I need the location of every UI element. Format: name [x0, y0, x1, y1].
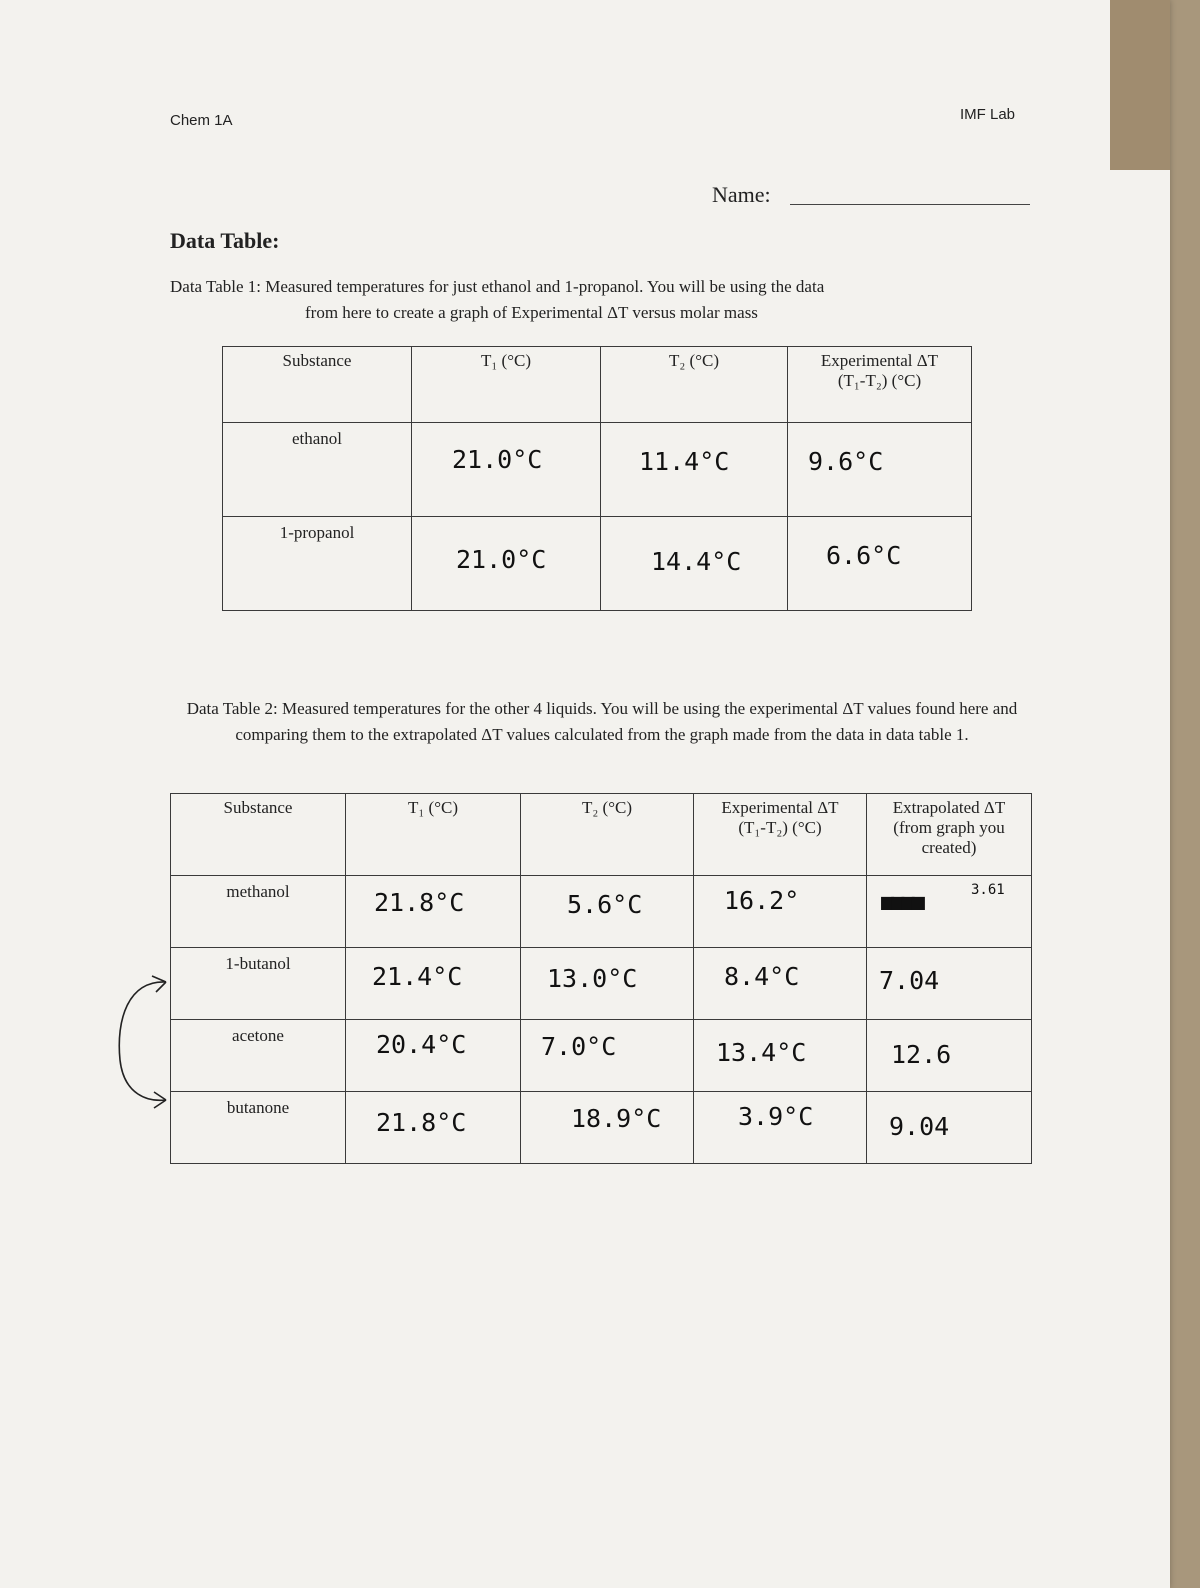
- table1-caption: [170, 274, 1040, 326]
- header-experimental-dt-line1: Experimental ΔT: [721, 798, 839, 817]
- dt-cell: [694, 1020, 867, 1092]
- t2-cell: [601, 517, 788, 611]
- t1-value: 21.4°C: [372, 962, 463, 991]
- data-table-2: [170, 793, 1032, 1164]
- t1-cell: [346, 1092, 521, 1164]
- t1-value: 21.8°C: [376, 1108, 467, 1137]
- ext-cell: [867, 876, 1032, 948]
- ext-value: 9.04: [889, 1112, 950, 1141]
- dt-value: 9.6°C: [808, 447, 884, 476]
- header-substance: Substance: [171, 794, 346, 876]
- ext-cell: [867, 1092, 1032, 1164]
- table-row: [171, 1020, 1032, 1092]
- header-experimental-dt: [788, 347, 972, 423]
- header-extrapolated-dt: [867, 794, 1032, 876]
- dt-cell: [788, 517, 972, 611]
- substance-cell: butanone: [171, 1092, 346, 1164]
- header-t1: T₁ (°C): [412, 347, 601, 423]
- header-extrapolated-dt-line2: (from graph you: [893, 818, 1005, 837]
- table-row: [171, 948, 1032, 1020]
- scribbled-out-value: ■■■■: [881, 890, 922, 915]
- table1-caption-line1: Data Table 1: Measured temperatures for just ethanol and 1-propanol. You will be using the data: [170, 277, 825, 296]
- t1-cell: [346, 948, 521, 1020]
- ext-value: 3.61: [971, 882, 1005, 898]
- substance-cell: 1-butanol: [171, 948, 346, 1020]
- t2-value: 14.4°C: [651, 547, 742, 576]
- dt-cell: [788, 423, 972, 517]
- dt-value: 16.2°: [724, 886, 800, 915]
- table-row: [223, 423, 972, 517]
- dt-value: 8.4°C: [724, 962, 800, 991]
- dt-value: 6.6°C: [826, 541, 902, 570]
- course-label: Chem 1A: [170, 112, 233, 129]
- header-experimental-dt-line2: (T₁-T₂) (°C): [837, 371, 922, 390]
- table-header-row: [171, 794, 1032, 876]
- substance-cell: 1-propanol: [223, 517, 412, 611]
- data-table-1: [222, 346, 972, 611]
- t2-value: 5.6°C: [567, 890, 643, 919]
- header-experimental-dt-line1: Experimental ΔT: [820, 351, 939, 370]
- substance-cell: ethanol: [223, 423, 412, 517]
- t2-value: 7.0°C: [541, 1032, 617, 1061]
- t2-cell: [601, 423, 788, 517]
- table-row: [223, 517, 972, 611]
- torn-corner: [1110, 0, 1170, 170]
- header-t2: T₂ (°C): [601, 347, 788, 423]
- name-label: Name:: [712, 182, 771, 207]
- swap-arrow-icon: [108, 970, 178, 1120]
- t2-value: 18.9°C: [571, 1104, 662, 1133]
- t1-value: 21.0°C: [452, 445, 543, 474]
- header-t2: T₂ (°C): [521, 794, 694, 876]
- t2-cell: [521, 1020, 694, 1092]
- dt-cell: [694, 876, 867, 948]
- name-line: [790, 204, 1030, 205]
- t1-cell: [412, 517, 601, 611]
- dt-cell: [694, 948, 867, 1020]
- t2-cell: [521, 1092, 694, 1164]
- dt-value: 3.9°C: [738, 1102, 814, 1131]
- header-extrapolated-dt-line1: Extrapolated ΔT: [892, 798, 1006, 817]
- t2-value: 11.4°C: [639, 447, 730, 476]
- t1-value: 20.4°C: [376, 1030, 467, 1059]
- ext-cell: [867, 948, 1032, 1020]
- dt-cell: [694, 1092, 867, 1164]
- t1-value: 21.0°C: [456, 545, 547, 574]
- table-row: [171, 1092, 1032, 1164]
- table1-caption-line2: from here to create a graph of Experimental ΔT versus molar mass: [305, 303, 758, 322]
- header-substance: Substance: [223, 347, 412, 423]
- section-title: Data Table:: [170, 228, 280, 253]
- ext-cell: [867, 1020, 1032, 1092]
- header-t1: T₁ (°C): [346, 794, 521, 876]
- t1-value: 21.8°C: [374, 888, 465, 917]
- header-extrapolated-dt-line3: created): [921, 838, 977, 857]
- t1-cell: [346, 1020, 521, 1092]
- ext-value: 7.04: [879, 966, 940, 995]
- dt-value: 13.4°C: [716, 1038, 807, 1067]
- header-experimental-dt: [694, 794, 867, 876]
- table-row: [171, 876, 1032, 948]
- lab-label: IMF Lab: [960, 106, 1016, 123]
- table2-caption: Data Table 2: Measured temperatures for the other 4 liquids. You will be using the experimental ΔT values found here and comparing them to the extrapolated ΔT values calculated from the graph made from the data in data table 1.: [186, 699, 1018, 744]
- table-header-row: [223, 347, 972, 423]
- t2-value: 13.0°C: [547, 964, 638, 993]
- t2-cell: [521, 948, 694, 1020]
- substance-cell: methanol: [171, 876, 346, 948]
- ext-value: 12.6: [891, 1040, 952, 1069]
- t2-cell: [521, 876, 694, 948]
- header-experimental-dt-line2: (T₁-T₂) (°C): [738, 818, 822, 837]
- t1-cell: [346, 876, 521, 948]
- substance-cell: acetone: [171, 1020, 346, 1092]
- t1-cell: [412, 423, 601, 517]
